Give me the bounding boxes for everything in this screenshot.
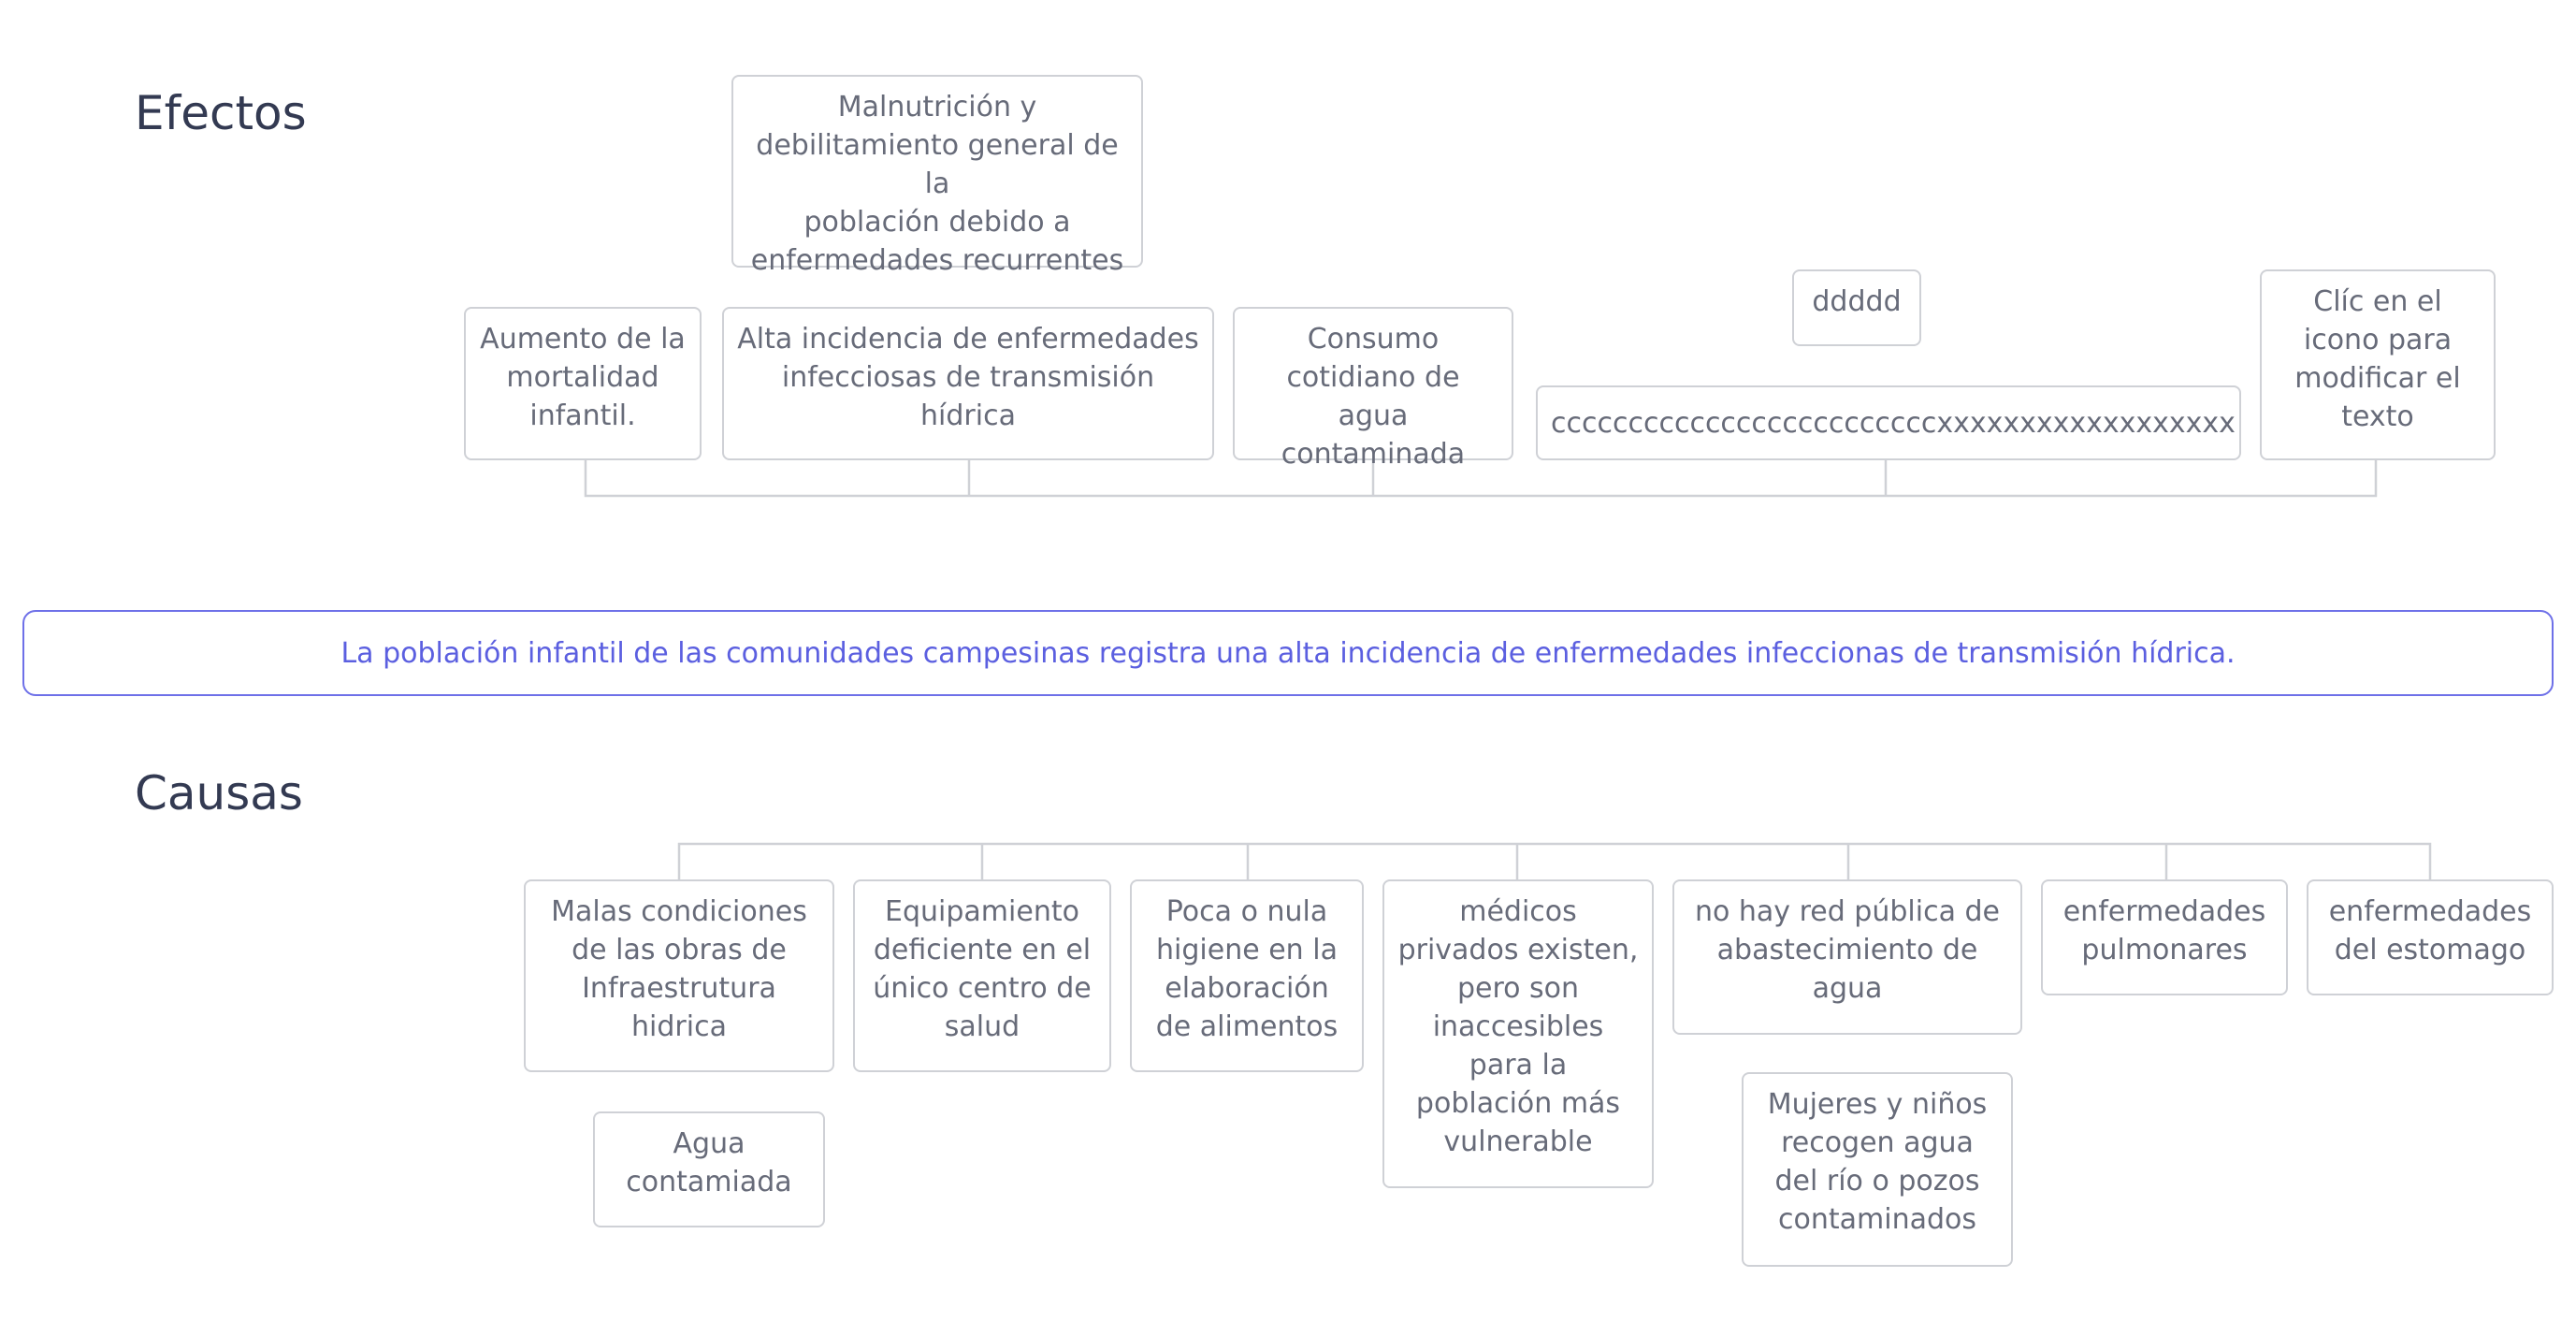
cause-box-higiene[interactable]: Poca o nula higiene en la elaboración de alimentos bbox=[1130, 879, 1364, 1072]
cause-box-medicos[interactable]: médicos privados existen, pero son inaccesibles para la población más vulnerable bbox=[1382, 879, 1654, 1188]
central-problem-box[interactable] bbox=[22, 610, 2554, 696]
effect-box-clic[interactable]: Clíc en el icono para modificar el texto bbox=[2260, 269, 2496, 460]
effects-heading: Efectos bbox=[135, 86, 307, 140]
cause-box-infraestructura[interactable]: Malas condiciones de las obras de Infraestrutura hidrica bbox=[524, 879, 834, 1072]
effect-box-mortalidad[interactable]: Aumento de la mortalidad infantil. bbox=[464, 307, 702, 460]
effect-box-cccc[interactable]: cccccccccccccccccccccccccxxxxxxxxxxxxxxxxxx bbox=[1536, 385, 2241, 460]
cause-box-mujeres-ninos[interactable]: Mujeres y niños recogen agua del río o pozos contaminados bbox=[1742, 1072, 2013, 1267]
cause-box-pulmonares[interactable]: enfermedades pulmonares bbox=[2041, 879, 2288, 995]
effect-box-malnutricion[interactable]: Malnutrición y debilitamiento general de la población debido a enfermedades recurrentes bbox=[731, 75, 1143, 268]
causes-heading: Causas bbox=[135, 766, 303, 820]
cause-box-red-publica[interactable]: no hay red pública de abastecimiento de agua bbox=[1672, 879, 2022, 1035]
cause-box-agua-contaminada[interactable]: Agua contamiada bbox=[593, 1111, 825, 1227]
effect-box-consumo[interactable]: Consumo cotidiano de agua contaminada bbox=[1233, 307, 1513, 460]
effect-box-ddddd[interactable]: ddddd bbox=[1792, 269, 1921, 346]
effect-box-incidencia[interactable]: Alta incidencia de enfermedades infecciosas de transmisión hídrica bbox=[722, 307, 1214, 460]
cause-box-estomago[interactable]: enfermedades del estomago bbox=[2307, 879, 2554, 995]
cause-box-equipamiento[interactable]: Equipamiento deficiente en el único centro de salud bbox=[853, 879, 1111, 1072]
central-problem-text: La población infantil de las comunidades campesinas registra una alta incidencia de enfermedades infeccionas de transmisión hídrica. bbox=[340, 636, 2236, 670]
